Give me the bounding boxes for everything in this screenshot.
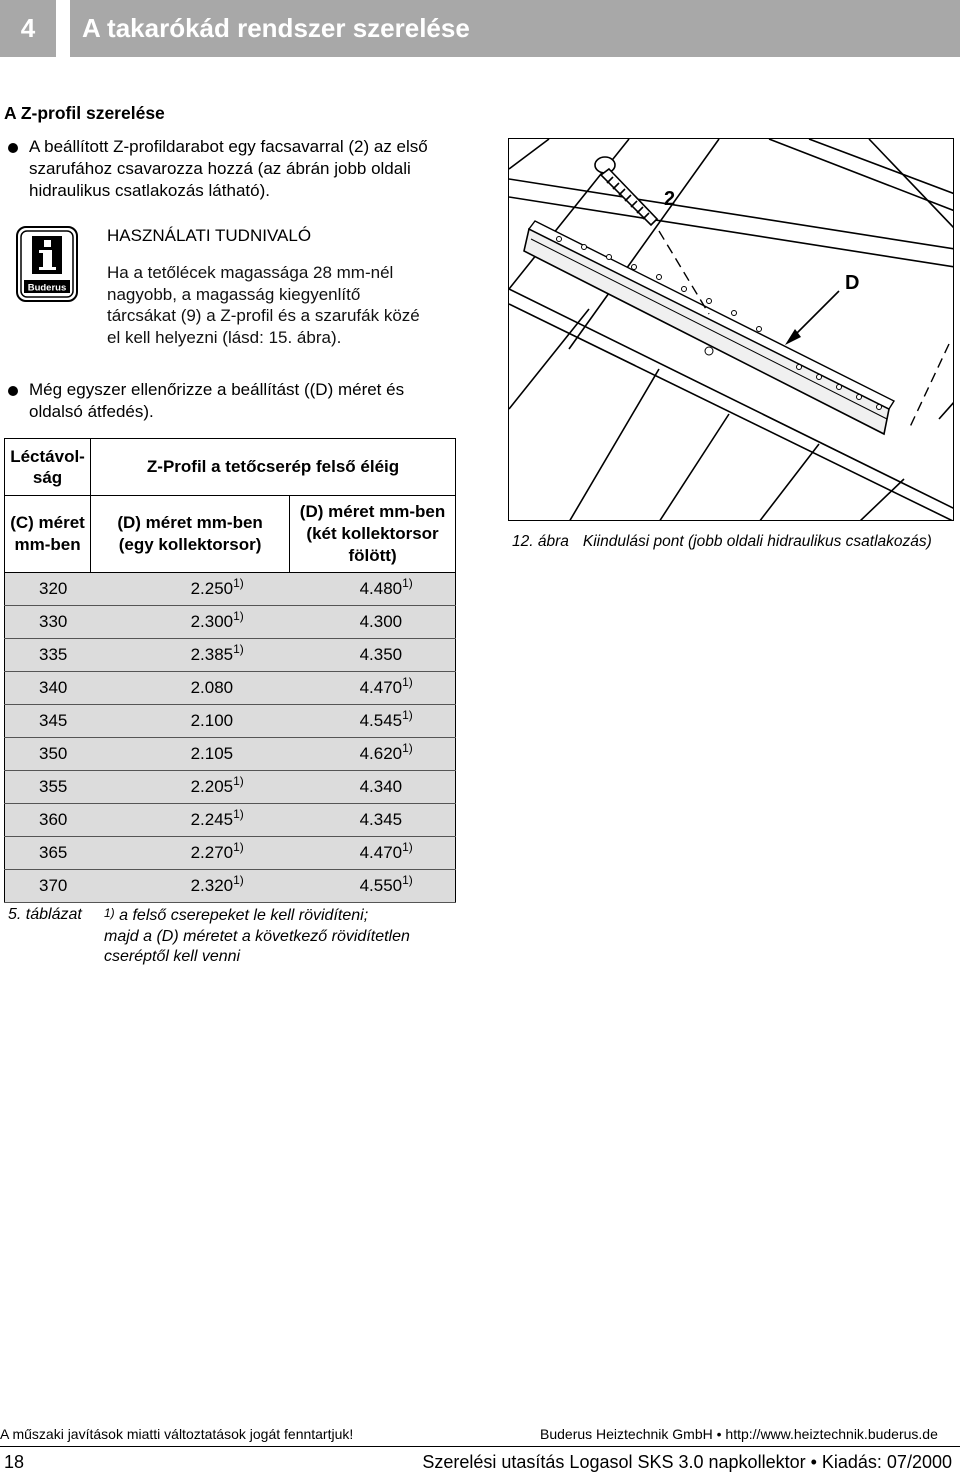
cell-d1: 2.385$^{1)}$ — [91, 639, 290, 672]
table-row — [5, 870, 456, 903]
dimension-table — [4, 438, 456, 903]
cell-c: 350 — [5, 738, 91, 771]
table-row — [5, 705, 456, 738]
cell-d2: 4.350 — [290, 639, 456, 672]
footnote-mark: 1) — [104, 906, 115, 920]
cell-d1: 2.300$^{1)}$ — [91, 606, 290, 639]
cell-d1: 2.270$^{1)}$ — [91, 837, 290, 870]
chapter-number: 4 — [0, 0, 56, 57]
page-number: 18 — [4, 1452, 25, 1472]
cell-d2: 4.470$^{1)}$ — [290, 837, 456, 870]
cell-c: 335 — [5, 639, 91, 672]
note-line: el kell helyezni (lásd: 15. ábra). — [107, 327, 342, 347]
cell-c: 330 — [5, 606, 91, 639]
z-profile-figure — [508, 138, 954, 521]
cell-c: 360 — [5, 804, 91, 837]
cell-c: 355 — [5, 771, 91, 804]
cell-d2: 4.620$^{1)}$ — [290, 738, 456, 771]
bullet-line: szarufához csavarozza hozzá (az ábrán jobb oldali — [29, 159, 411, 178]
table-row — [5, 837, 456, 870]
cell-c: 340 — [5, 672, 91, 705]
footer-disclaimer: A műszaki javítások miatti változtatások jogát fenntartjuk! — [0, 1426, 354, 1442]
figure-caption-label: 12. ábra — [512, 533, 569, 550]
cell-c: 365 — [5, 837, 91, 870]
cell-d2: 4.545$^{1)}$ — [290, 705, 456, 738]
table-row — [5, 804, 456, 837]
label-2: 2 — [664, 188, 676, 210]
footer-document-title: Szerelési utasítás Logasol SKS 3.0 napkollektor • Kiadás: 07/2000 — [422, 1452, 952, 1472]
cell-d1: 2.320$^{1)}$ — [91, 870, 290, 903]
bullet-item — [8, 379, 478, 423]
bullet-line: Még egyszer ellenőrizze a beállítást ((D) méret és — [29, 380, 405, 399]
table-row — [5, 771, 456, 804]
cell-c: 370 — [5, 870, 91, 903]
bullet-item — [8, 136, 478, 202]
cell-c: 320 — [5, 573, 91, 606]
note-line: Ha a tetőlécek magassága 28 mm-nél — [107, 263, 394, 282]
cell-d2: 4.345 — [290, 804, 456, 837]
header-cell: Léctávol- ság — [5, 439, 91, 496]
bullet-icon — [8, 386, 18, 396]
note-line: nagyobb, a magasság kiegyenlítő — [107, 284, 361, 304]
cell-d2: 4.480$^{1)}$ — [290, 573, 456, 606]
subheader-cell: (D) méret mm-ben (két kollektorsor fölött) — [290, 496, 456, 573]
cell-d2: 4.550$^{1)}$ — [290, 870, 456, 903]
cell-d1: 2.245$^{1)}$ — [91, 804, 290, 837]
table-footnote — [104, 906, 464, 968]
bullet-icon — [8, 143, 18, 153]
brand-label: Buderus — [27, 282, 67, 294]
footer-company: Buderus Heiztechnik GmbH • http://www.heiztechnik.buderus.de — [540, 1426, 938, 1442]
bullet-line: oldalsó átfedés). — [29, 402, 154, 421]
subheader-cell: (C) méret mm-ben — [5, 496, 91, 573]
header-span-cell: Z-Profil a tetőcserép felső éléig — [91, 439, 456, 496]
cell-d2: 4.300 — [290, 606, 456, 639]
cell-d1: 2.080 — [91, 672, 290, 705]
footnote-line: majd a (D) méretet a következő rövidítetlen — [104, 927, 410, 945]
table-caption: 5. táblázat — [8, 906, 82, 923]
cell-d1: 2.105 — [91, 738, 290, 771]
table-row — [5, 639, 456, 672]
subheader-cell: (D) méret mm-ben (egy kollektorsor) — [91, 496, 290, 573]
cell-d1: 2.250$^{1)}$ — [91, 573, 290, 606]
label-d: D — [845, 272, 860, 294]
note-body — [107, 262, 467, 348]
cell-c: 345 — [5, 705, 91, 738]
table-row — [5, 606, 456, 639]
footnote-line: cseréptől kell venni — [104, 948, 241, 965]
footnote-line: a felső cserepeket le kell rövidíteni; — [119, 907, 369, 924]
section-heading: A Z-profil szerelése — [4, 103, 165, 123]
table-row — [5, 573, 456, 606]
bullet-line: A beállított Z-profildarabot egy facsavarral (2) az első — [29, 137, 428, 156]
footer-divider — [0, 1446, 960, 1447]
figure-caption-text: Kiindulási pont (jobb oldali hidraulikus csatlakozás) — [582, 533, 932, 550]
bullet-line: hidraulikus csatlakozás látható). — [29, 181, 270, 200]
note-title: HASZNÁLATI TUDNIVALÓ — [107, 226, 312, 245]
cell-d1: 2.100 — [91, 705, 290, 738]
note-line: tárcsákat (9) a Z-profil és a szarufák közé — [107, 306, 420, 325]
table-row — [5, 738, 456, 771]
cell-d2: 4.340 — [290, 771, 456, 804]
cell-d2: 4.470$^{1)}$ — [290, 672, 456, 705]
info-icon — [16, 226, 78, 302]
cell-d1: 2.205$^{1)}$ — [91, 771, 290, 804]
chapter-title: A takarókád rendszer szerelése — [70, 0, 960, 57]
table-row — [5, 672, 456, 705]
figure-caption — [512, 533, 932, 551]
